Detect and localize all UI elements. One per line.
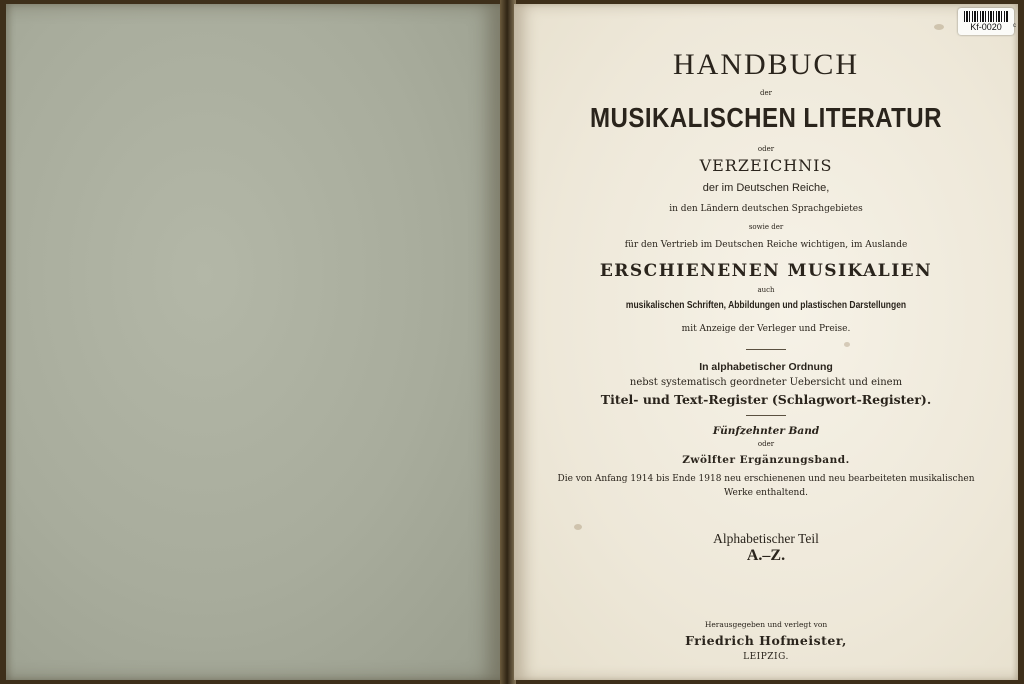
connector-oder: oder bbox=[757, 440, 775, 448]
auch-line: auch bbox=[757, 286, 775, 294]
supplement-line: Zwölfter Ergänzungsband. bbox=[682, 454, 850, 466]
schriften-line: musikalischen Schriften, Abbildungen und plastischen Darstellungen bbox=[625, 300, 907, 311]
part-range: A.–Z. bbox=[746, 547, 786, 564]
publisher-name: Friedrich Hofmeister, bbox=[685, 633, 847, 648]
scope-line-2: Werke enthaltend. bbox=[724, 488, 808, 498]
book-subtitle: MUSIKALISCHEN LITERATUR bbox=[590, 102, 942, 133]
erschienenen-heading: ERSCHIENENEN MUSIKALIEN bbox=[599, 261, 933, 281]
divider-rule bbox=[746, 415, 786, 416]
alpha-order-line: In alphabetischer Ordnung bbox=[699, 361, 833, 373]
connector-oder: oder bbox=[757, 145, 775, 153]
laender-line: in den Ländern deutschen Sprachgebietes bbox=[669, 204, 863, 214]
anzeige-line: mit Anzeige der Verleger und Preise. bbox=[681, 324, 851, 334]
shelf-label-text: Kf-0020 bbox=[970, 22, 1002, 32]
shelf-label bbox=[958, 8, 1014, 35]
sowie-line: sowie der bbox=[748, 223, 784, 231]
title-page bbox=[514, 4, 1018, 680]
divider-rule bbox=[746, 349, 786, 350]
register-line: Titel- und Text-Register (Schlagwort-Register). bbox=[600, 392, 932, 407]
shelf-label-suffix: c bbox=[1013, 23, 1016, 29]
left-page-blank bbox=[6, 4, 502, 680]
book-title: HANDBUCH bbox=[672, 48, 859, 81]
publisher-city: LEIPZIG. bbox=[743, 652, 789, 662]
imprint-intro: Herausgegeben und verlegt von bbox=[704, 620, 828, 629]
scope-line: Die von Anfang 1914 bis Ende 1918 neu erschienenen und neu bearbeiteten musikalischen bbox=[557, 474, 975, 484]
title-page-text bbox=[514, 4, 1018, 680]
vertrieb-line: für den Vertrieb im Deutschen Reiche wichtigen, im Auslande bbox=[624, 240, 908, 250]
connector-der: der bbox=[760, 89, 772, 97]
nebst-line: nebst systematisch geordneter Uebersicht und einem bbox=[629, 377, 903, 388]
barcode-icon bbox=[964, 11, 1008, 22]
verzeichnis-heading: VERZEICHNIS bbox=[699, 156, 833, 175]
reich-line: der im Deutschen Reiche, bbox=[702, 182, 830, 194]
part-title: Alphabetischer Teil bbox=[713, 531, 819, 546]
volume-line: Fünfzehnter Band bbox=[712, 425, 820, 437]
